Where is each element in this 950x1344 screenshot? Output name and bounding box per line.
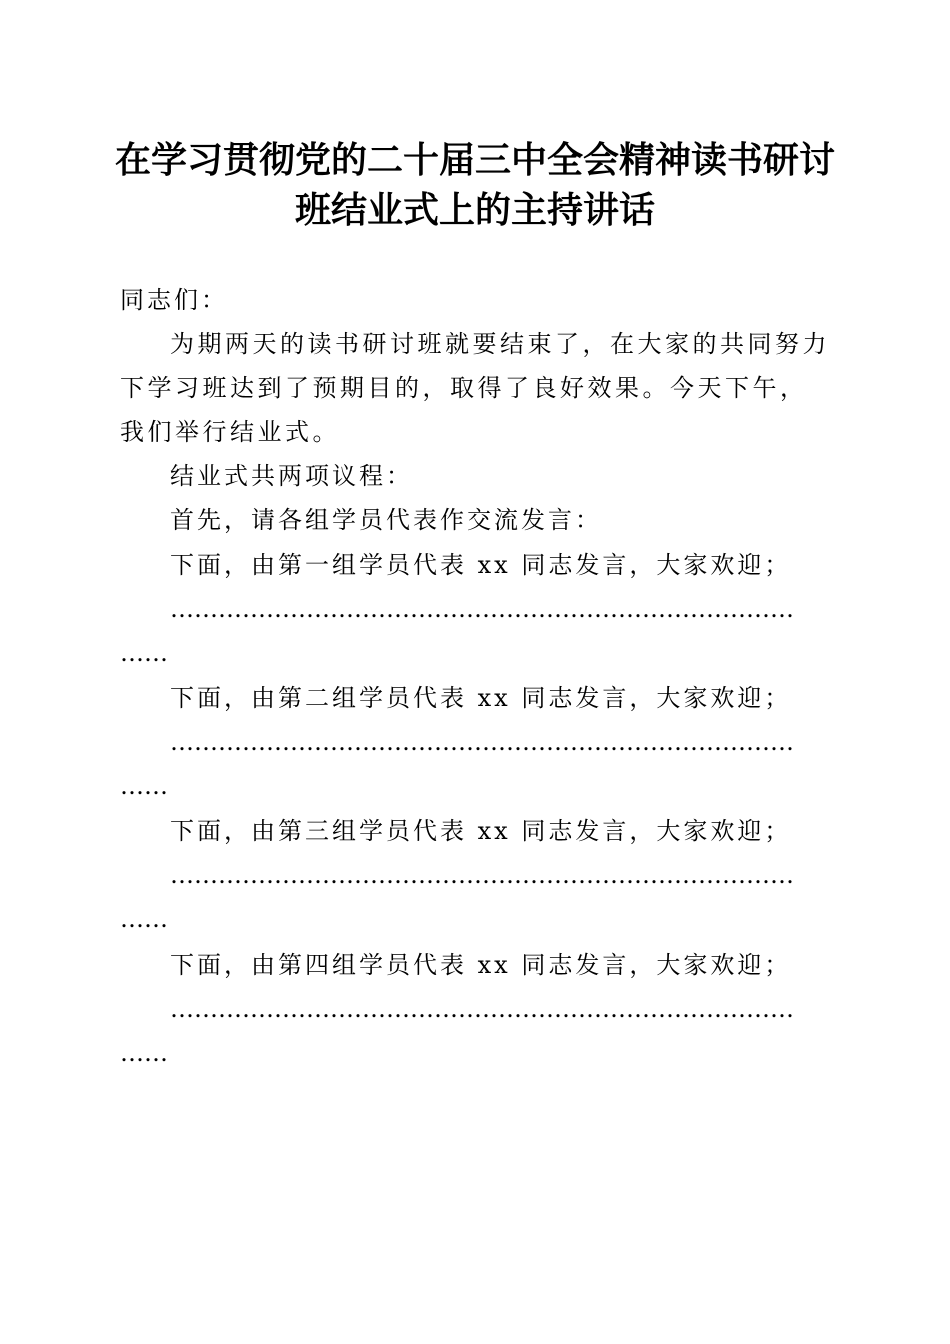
- speaker-3-line: 下面，由第三组学员代表 xx 同志发言，大家欢迎；: [170, 817, 792, 845]
- intro-paragraph: 为期两天的读书研讨班就要结束了，在大家的共同努力下学习班达到了预期目的，取得了良好效果。今天下午，我们举行结业式。: [120, 330, 830, 446]
- speaker-4-dots: ……………………………………………………………………: [170, 995, 794, 1023]
- speaker-2-dots: ……………………………………………………………………: [170, 728, 794, 756]
- speaker-1-dots-tail: ……: [120, 639, 168, 667]
- speaker-1-line: 下面，由第一组学员代表 xx 同志发言，大家欢迎；: [170, 551, 792, 579]
- document-title-line-1: 在学习贯彻党的二十届三中全会精神读书研讨: [114, 139, 835, 181]
- document-title-line-2: 班结业式上的主持讲话: [294, 189, 655, 231]
- speaker-2-dots-tail: ……: [120, 772, 168, 800]
- salutation: 同志们：: [120, 286, 228, 314]
- speaker-3-dots-tail: ……: [120, 905, 168, 933]
- agenda-line: 结业式共两项议程：: [170, 462, 413, 490]
- speaker-1-dots: ……………………………………………………………………: [170, 595, 794, 623]
- speaker-4-line: 下面，由第四组学员代表 xx 同志发言，大家欢迎；: [170, 951, 792, 979]
- speaker-2-line: 下面，由第二组学员代表 xx 同志发言，大家欢迎；: [170, 684, 792, 712]
- speaker-3-dots: ……………………………………………………………………: [170, 861, 794, 889]
- first-item-line: 首先，请各组学员代表作交流发言：: [170, 506, 602, 534]
- speaker-4-dots-tail: ……: [120, 1039, 168, 1067]
